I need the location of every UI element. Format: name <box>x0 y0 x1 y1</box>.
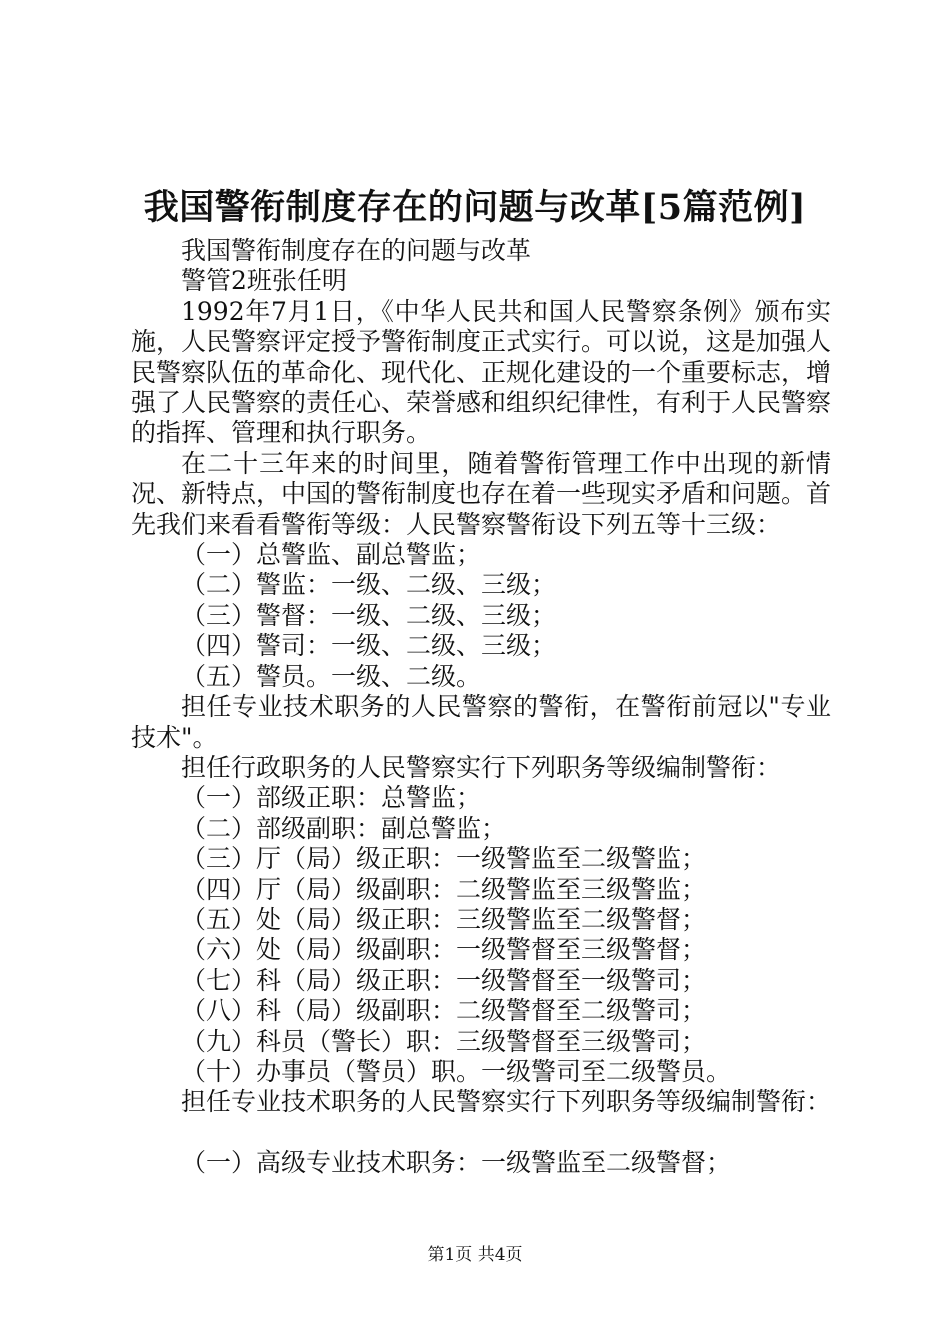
paragraph: 担任专业技术职务的人民警察实行下列职务等级编制警衔： <box>181 1087 832 1117</box>
list-item: （七）科（局）级正职：一级警督至一级警司； <box>181 965 707 995</box>
paragraph: 担任行政职务的人民警察实行下列职务等级编制警衔： <box>181 752 782 782</box>
list-item: （八）科（局）级副职：二级警督至二级警司； <box>181 996 707 1026</box>
list-item: （十）办事员（警员）职。一级警司至二级警员。 <box>181 1056 732 1086</box>
paragraph: 1992年7月1日，《中华人民共和国人民警察条例》颁布实施，人民警察评定授予警衔制度正式实行。可以说，这是加强人民警察队伍的革命化、现代化、正规化建设的一个重要标志，增强了人民警察的责任心、荣誉感和组织纪律性，有利于人民警察的指挥、管理和执行职务。 <box>131 296 832 448</box>
list-item: （四）警司：一级、二级、三级； <box>181 631 557 661</box>
list-item: （一）高级专业技术职务：一级警监至二级警督； <box>181 1147 732 1177</box>
list-item: （三）警督：一级、二级、三级； <box>181 600 557 630</box>
list-item: （五）警员。一级、二级。 <box>181 661 482 691</box>
list-item: （四）厅（局）级副职：二级警监至三级警监； <box>181 874 707 904</box>
list-item: （一）部级正职：总警监； <box>181 783 482 813</box>
paragraph: 警管2班张任明 <box>181 266 347 296</box>
paragraph: 担任专业技术职务的人民警察的警衔，在警衔前冠以"专业技术"。 <box>131 692 831 752</box>
document-title: 我国警衔制度存在的问题与改革[5篇范例] <box>143 187 807 228</box>
paragraph: 我国警衔制度存在的问题与改革 <box>181 236 532 265</box>
list-item: （二）部级副职：副总警监； <box>181 813 507 843</box>
page-footer: 第1页 共4页 <box>427 1245 523 1265</box>
paragraph-gap <box>131 1118 831 1148</box>
list-item: （五）处（局）级正职：三级警监至二级警督； <box>181 904 707 934</box>
list-item: （一）总警监、副总警监； <box>181 540 482 570</box>
paragraph: 在二十三年来的时间里，随着警衔管理工作中出现的新情况、新特点，中国的警衔制度也存在着一些现实矛盾和问题。首先我们来看看警衔等级：人民警察警衔设下列五等十三级： <box>131 448 832 539</box>
document-body <box>131 236 831 1178</box>
list-item: （九）科员（警长）职：三级警督至三级警司； <box>181 1026 707 1056</box>
list-item: （二）警监：一级、二级、三级； <box>181 570 557 600</box>
list-item: （三）厅（局）级正职：一级警监至二级警监； <box>181 844 707 874</box>
list-item: （六）处（局）级副职：一级警督至三级警督； <box>181 935 707 965</box>
